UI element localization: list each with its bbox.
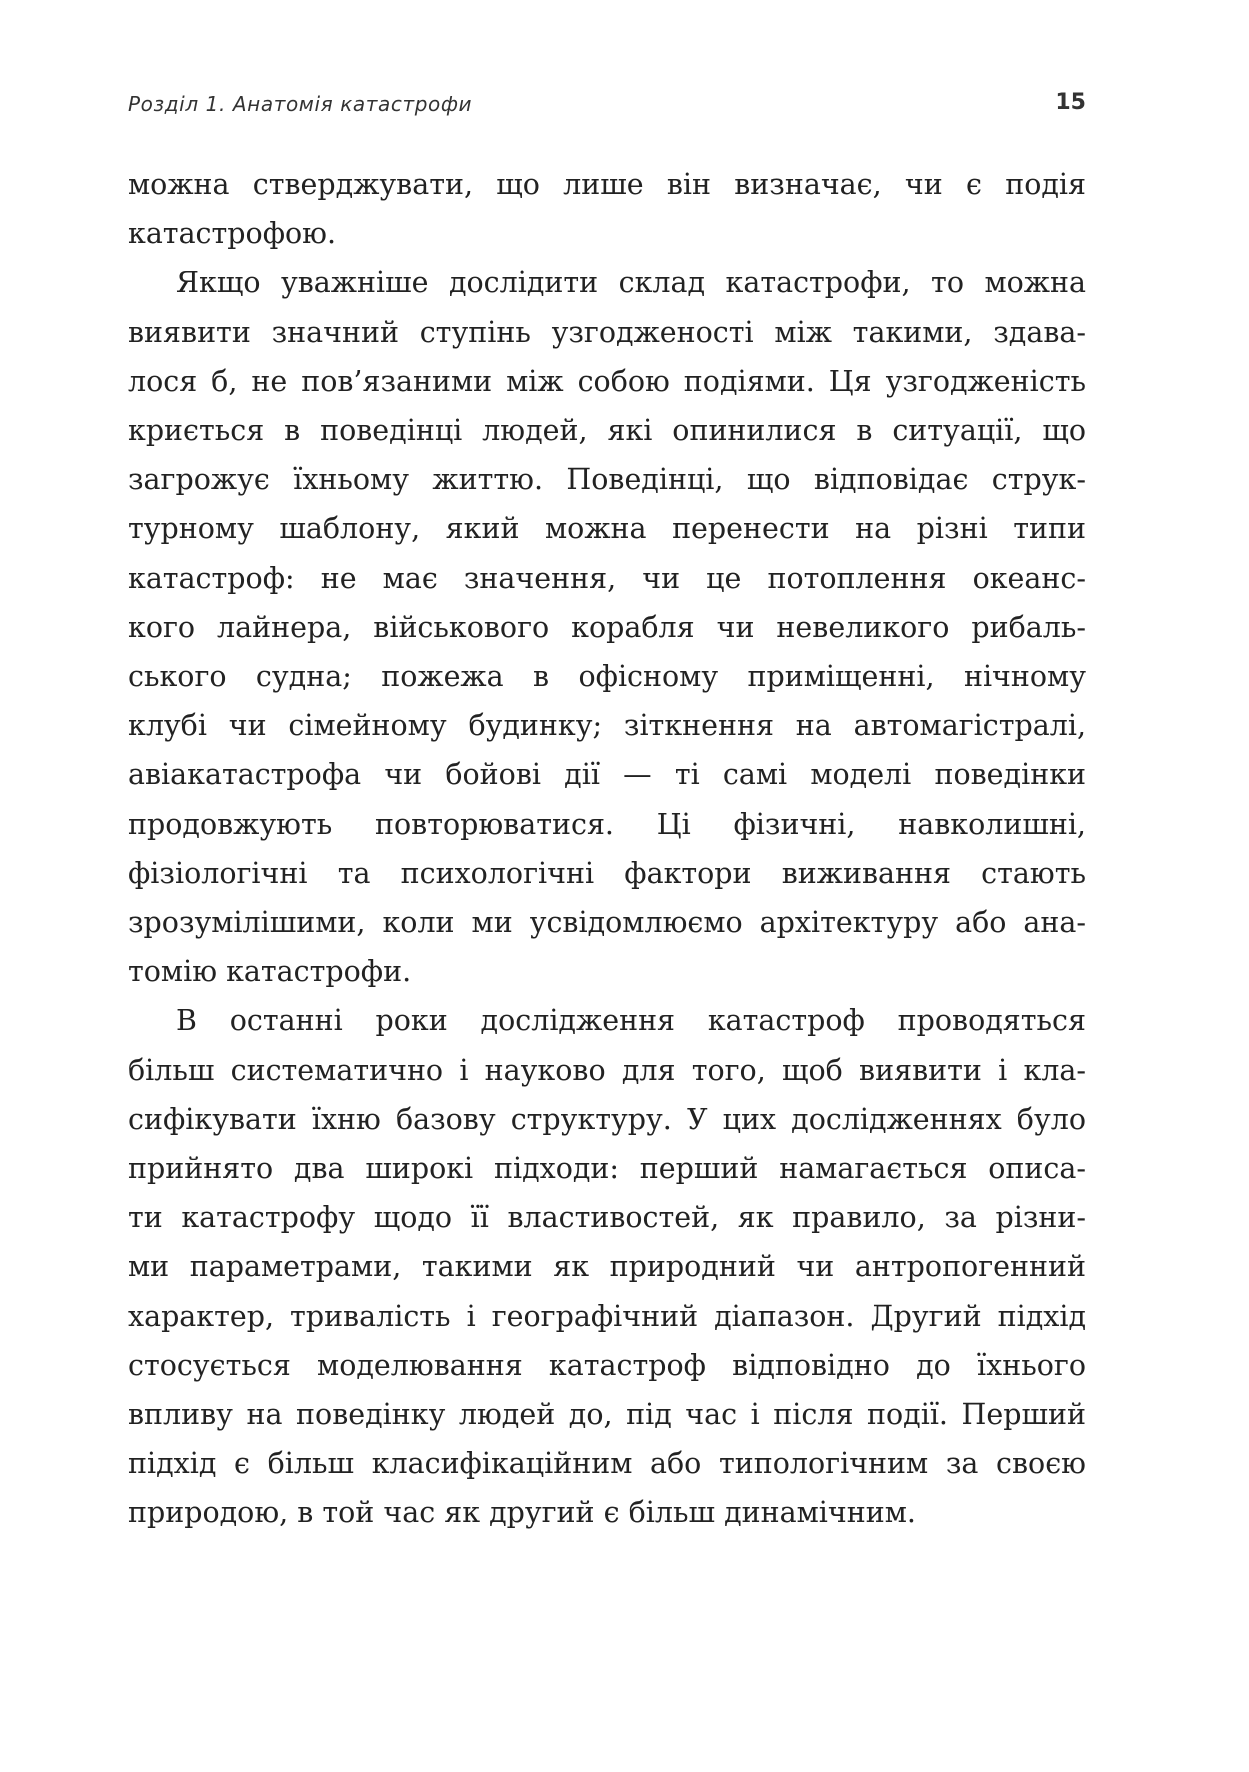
text-line: впливу на поведінку людей до, під час і після події. Перший <box>128 1398 1086 1432</box>
text-line: криється в поведінці людей, які опинилися в ситуації, що <box>128 414 1086 448</box>
text-line: прийнято два широкі підходи: перший намагається описа- <box>128 1152 1086 1186</box>
paragraph-1 <box>128 160 1086 258</box>
text-line: підхід є більш класифікаційним або типологічним за своєю <box>128 1447 1086 1481</box>
paragraph-3 <box>128 996 1086 1537</box>
text-line: загрожує їхньому життю. Поведінці, що відповідає струк- <box>128 463 1086 497</box>
text-line: ського судна; пожежа в офісному приміщенні, нічному <box>128 660 1086 694</box>
text-line: зрозумілішими, коли ми усвідомлюємо архітектуру або ана- <box>128 906 1086 940</box>
text-line: фізіологічні та психологічні фактори виживання стають <box>128 856 1086 890</box>
text-line: виявити значний ступінь узгодженості між такими, здава- <box>128 315 1086 349</box>
text-line: томію катастрофи. <box>128 955 412 989</box>
text-line: більш систематично і науково для того, щоб виявити і кла- <box>128 1053 1086 1087</box>
text-line: кого лайнера, військового корабля чи невеликого рибаль- <box>128 610 1086 644</box>
text-line: можна стверджувати, що лише він визначає, чи є подія <box>128 168 1086 201</box>
text-line: катастрофою. <box>128 217 337 251</box>
text-line: Якщо уважніше дослідити склад катастрофи, то можна <box>176 266 1086 300</box>
body-text <box>128 160 1086 1538</box>
text-line: сифікувати їхню базову структуру. У цих дослідженнях було <box>128 1102 1086 1136</box>
text-line: характер, тривалість і географічний діапазон. Другий підхід <box>128 1299 1086 1333</box>
text-line: продовжують повторюватися. Ці фізичні, навколишні, <box>128 807 1086 841</box>
text-line: клубі чи сімейному будинку; зіткнення на автомагістралі, <box>128 709 1086 743</box>
running-head <box>128 86 1086 126</box>
text-line: ми параметрами, такими як природний чи антропогенний <box>128 1250 1086 1284</box>
text-line: В останні роки дослідження катастроф проводяться <box>176 1004 1086 1038</box>
text-line: природою, в той час як другий є більш динамічним. <box>128 1496 916 1530</box>
page-number: 15 <box>1055 90 1086 115</box>
text-line: катастроф: не має значення, чи це потоплення океанс- <box>128 561 1086 595</box>
chapter-title: Розділ 1. Анатомія катастрофи <box>128 92 473 116</box>
text-line: лося б, не пов’язаними між собою подіями. Ця узгодженість <box>128 364 1086 398</box>
paragraph-2 <box>128 258 1086 996</box>
text-line: авіакатастрофа чи бойові дії — ті самі моделі поведінки <box>128 758 1086 792</box>
text-line: турному шаблону, який можна перенести на різні типи <box>128 512 1086 546</box>
text-line: стосується моделювання катастроф відповідно до їхнього <box>128 1348 1086 1382</box>
text-line: ти катастрофу щодо її властивостей, як правило, за різни- <box>128 1201 1086 1235</box>
